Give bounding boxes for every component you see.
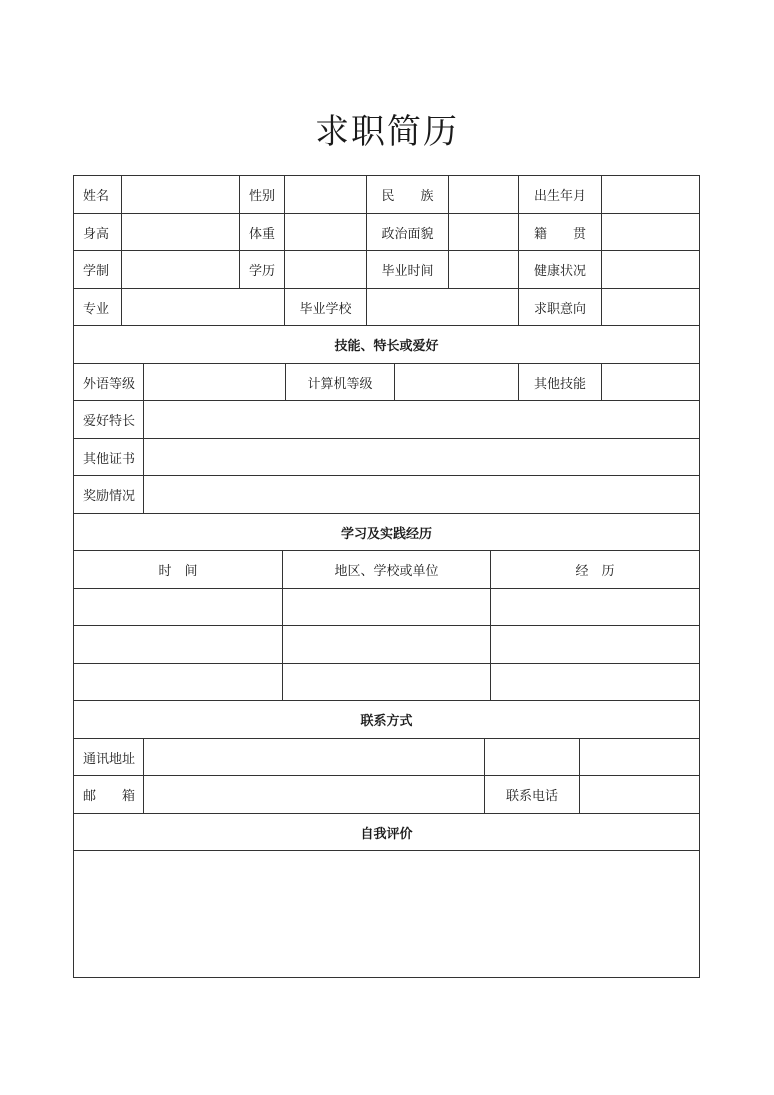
label-native-place: 籍 贯: [519, 214, 602, 250]
experience-row: [74, 626, 699, 664]
email-phone-row: [74, 776, 699, 814]
language-level-field[interactable]: [144, 364, 286, 400]
label-major: 专业: [74, 289, 122, 325]
col-experience: 经 历: [575, 564, 615, 579]
basic-row-4: [74, 289, 699, 326]
major-field[interactable]: [122, 289, 285, 325]
label-email: 邮 箱: [74, 776, 144, 813]
graduation-date-field[interactable]: [449, 251, 519, 288]
label-weight: 体重: [240, 214, 285, 250]
computer-level-field[interactable]: [395, 364, 519, 400]
birthdate-field[interactable]: [602, 176, 699, 213]
education-field[interactable]: [285, 251, 367, 288]
awards-field[interactable]: [144, 476, 699, 513]
col-place: 地区、学校或单位: [283, 551, 491, 588]
self-eval-row: [74, 851, 699, 977]
self-eval-heading: 自我评价: [360, 826, 413, 842]
label-job-intention: 求职意向: [519, 289, 602, 325]
job-intention-field[interactable]: [602, 289, 699, 325]
self-eval-field[interactable]: [74, 851, 699, 977]
page-title: 求职简历: [315, 112, 459, 152]
other-skills-field[interactable]: [602, 364, 699, 400]
exp-time-field[interactable]: [74, 664, 283, 700]
exp-detail-field[interactable]: [491, 589, 699, 625]
label-other-skills: 其他技能: [519, 364, 602, 400]
basic-row-1: [74, 176, 699, 214]
name-field[interactable]: [122, 176, 240, 213]
experience-row: [74, 589, 699, 626]
label-phone: 联系电话: [485, 776, 580, 813]
certs-row: [74, 439, 699, 476]
phone-field[interactable]: [580, 776, 699, 813]
health-field[interactable]: [602, 251, 699, 288]
label-address: 通讯地址: [74, 739, 144, 775]
label-schooling-length: 学制: [74, 251, 122, 288]
ethnicity-field[interactable]: [449, 176, 519, 213]
label-health: 健康状况: [519, 251, 602, 288]
exp-place-field[interactable]: [283, 589, 491, 625]
label-awards: 奖励情况: [74, 476, 144, 513]
address-extra-field-2[interactable]: [580, 739, 699, 775]
label-computer-level: 计算机等级: [286, 364, 395, 400]
label-birthdate: 出生年月: [519, 176, 602, 213]
basic-row-3: [74, 251, 699, 289]
col-time: 时 间: [74, 551, 283, 588]
skills-heading-row: [74, 326, 699, 364]
address-row: [74, 739, 699, 776]
contact-heading-row: [74, 701, 699, 739]
schooling-length-field[interactable]: [122, 251, 240, 288]
hobby-row: [74, 401, 699, 439]
label-name: 姓名: [74, 176, 122, 213]
email-field[interactable]: [144, 776, 485, 813]
exp-place-field[interactable]: [283, 664, 491, 700]
label-certs: 其他证书: [74, 439, 144, 475]
exp-place-field[interactable]: [283, 626, 491, 663]
exp-detail-field[interactable]: [491, 626, 699, 663]
label-ethnicity: 民 族: [367, 176, 449, 213]
hobby-field[interactable]: [144, 401, 699, 438]
exp-time-field[interactable]: [74, 626, 283, 663]
native-place-field[interactable]: [602, 214, 699, 250]
experience-heading-row: [74, 514, 699, 551]
experience-columns-row: [74, 551, 699, 589]
basic-row-2: [74, 214, 699, 251]
contact-heading: 联系方式: [360, 714, 413, 729]
label-height: 身高: [74, 214, 122, 250]
exp-time-field[interactable]: [74, 589, 283, 625]
experience-row: [74, 664, 699, 701]
school-field[interactable]: [367, 289, 519, 325]
height-field[interactable]: [122, 214, 240, 250]
exp-detail-field[interactable]: [491, 664, 699, 700]
self-eval-heading-row: [74, 814, 699, 851]
experience-heading: 学习及实践经历: [340, 526, 432, 542]
political-status-field[interactable]: [449, 214, 519, 250]
label-hobby: 爱好特长: [74, 401, 144, 438]
address-extra-field[interactable]: [485, 739, 580, 775]
skills-heading: 技能、特长或爱好: [334, 339, 439, 354]
certs-field[interactable]: [144, 439, 699, 475]
resume-form: [73, 175, 700, 978]
address-field[interactable]: [144, 739, 485, 775]
label-school: 毕业学校: [285, 289, 367, 325]
weight-field[interactable]: [285, 214, 367, 250]
label-graduation-date: 毕业时间: [367, 251, 449, 288]
label-language-level: 外语等级: [74, 364, 144, 400]
label-education: 学历: [240, 251, 285, 288]
skills-row-1: [74, 364, 699, 401]
gender-field[interactable]: [285, 176, 367, 213]
awards-row: [74, 476, 699, 514]
label-gender: 性别: [240, 176, 285, 213]
label-political-status: 政治面貌: [367, 214, 449, 250]
